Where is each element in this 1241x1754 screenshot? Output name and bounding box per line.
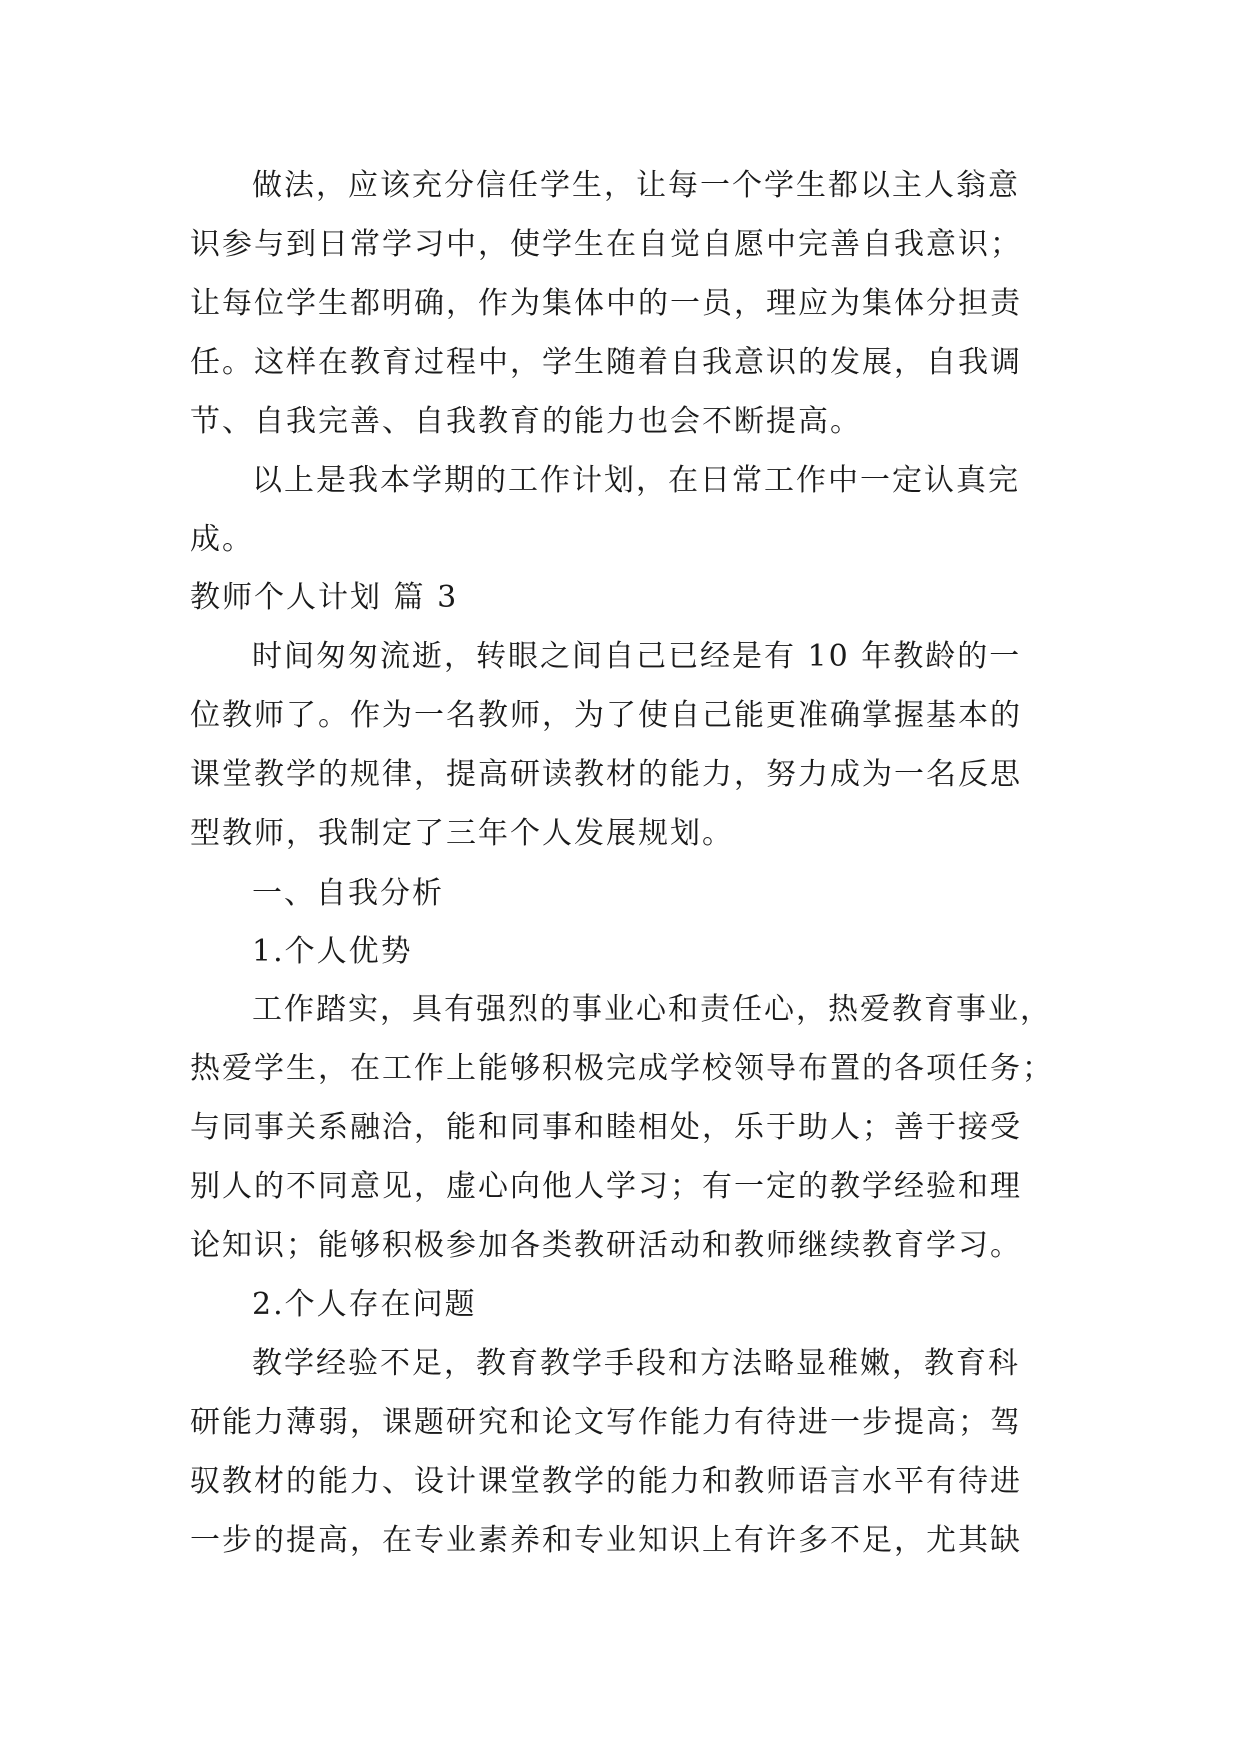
text-line: 节、自我完善、自我教育的能力也会不断提高。 [190, 404, 862, 439]
text-line: 别人的不同意见，虚心向他人学习；有一定的教学经验和理 [190, 1169, 1022, 1204]
subheading: 1.个人优势 [252, 934, 413, 969]
text-line: 以上是我本学期的工作计划，在日常工作中一定认真完 [252, 463, 1020, 498]
text-line: 型教师，我制定了三年个人发展规划。 [190, 816, 734, 851]
text-line: 一步的提高，在专业素养和专业知识上有许多不足，尤其缺 [190, 1523, 1022, 1558]
text-line: 热爱学生，在工作上能够积极完成学校领导布置的各项任务； [190, 1051, 1054, 1086]
section-heading: 教师个人计划 篇 3 [190, 580, 459, 615]
text-line: 课堂教学的规律，提高研读教材的能力，努力成为一名反思 [190, 757, 1022, 792]
text-line: 识参与到日常学习中，使学生在自觉自愿中完善自我意识； [190, 227, 1022, 262]
text-line: 驭教材的能力、设计课堂教学的能力和教师语言水平有待进 [190, 1464, 1022, 1499]
text-line: 工作踏实，具有强烈的事业心和责任心，热爱教育事业， [252, 992, 1052, 1027]
text-line: 与同事关系融洽，能和同事和睦相处，乐于助人；善于接受 [190, 1110, 1022, 1145]
text-line: 做法，应该充分信任学生，让每一个学生都以主人翁意 [252, 168, 1020, 203]
text-line: 论知识；能够积极参加各类教研活动和教师继续教育学习。 [190, 1228, 1022, 1263]
text-line: 成。 [190, 522, 254, 557]
subheading: 2.个人存在问题 [252, 1287, 477, 1322]
text-line: 教学经验不足，教育教学手段和方法略显稚嫩，教育科 [252, 1346, 1020, 1381]
text-line: 让每位学生都明确，作为集体中的一员，理应为集体分担责 [190, 286, 1022, 321]
text-line: 研能力薄弱，课题研究和论文写作能力有待进一步提高；驾 [190, 1405, 1022, 1440]
text-line: 任。这样在教育过程中，学生随着自我意识的发展，自我调 [190, 345, 1022, 380]
text-line: 时间匆匆流逝，转眼之间自己已经是有 10 年教龄的一 [252, 639, 1022, 674]
subheading: 一、自我分析 [252, 876, 444, 911]
text-line: 位教师了。作为一名教师，为了使自己能更准确掌握基本的 [190, 698, 1022, 733]
